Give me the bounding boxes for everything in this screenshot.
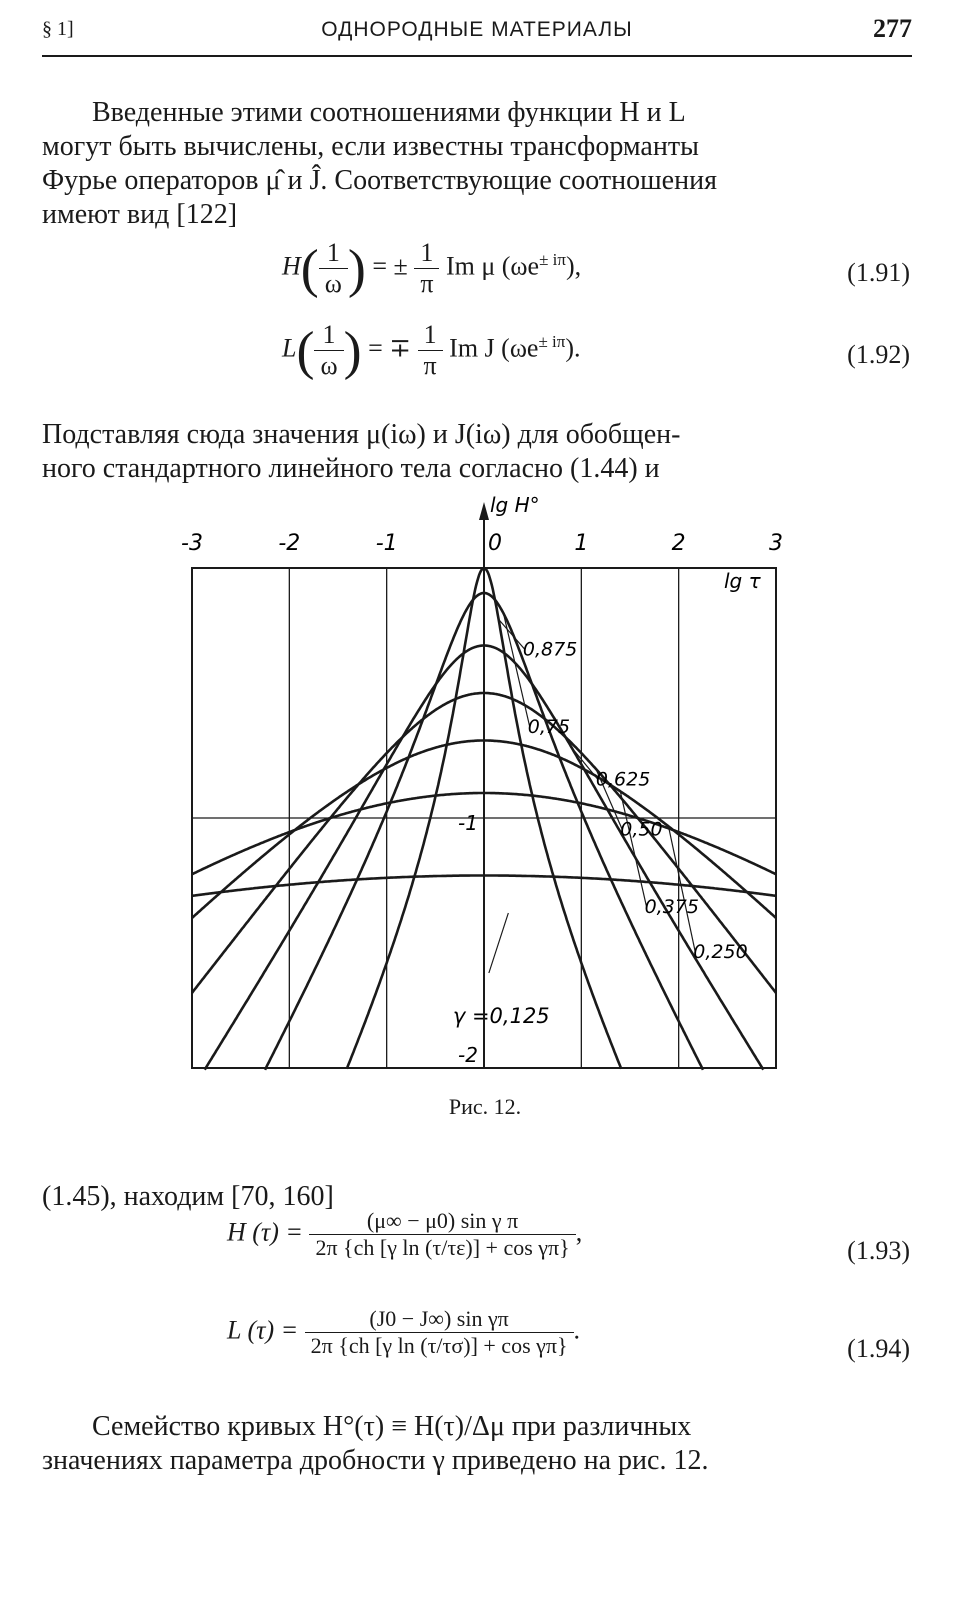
curve-label: 0,375 [644,896,700,918]
figure-12 [0,490,970,1090]
leader-line [669,828,695,952]
text-line: значениях параметра дробности γ приведено на рис. 12. [42,1445,709,1476]
figure-caption: Рис. 12. [448,1094,522,1119]
y-tick-label: -2 [458,1043,478,1067]
x-axis-label: lg τ [724,569,761,593]
equation-1-93: H (τ) = $\frac{\text{(μ∞ − μ0) sin γ π}}{\text{2π \{ch [γ ln (τ/τε)] + cos γπ\}}}$ , (1.93) [227,1208,910,1265]
equation-1-91: H( $\frac{1}{\omega}$ ) = ± $\frac{1}{\pi}$ Im μ $(\omega e^{\pm i\pi})$, (1.91) [282,238,910,299]
header-rule [42,55,912,57]
text-line: ного стандартного линейного тела согласно (1.44) и [42,453,660,484]
text-line: Фурье операторов μ̂ и Ĵ. Соответствующие соотношения [42,165,717,196]
x-tick-label: 2 [671,531,686,556]
page-header [42,12,912,48]
equation-1-92: L( $\frac{1}{\omega}$ ) = ∓ $\frac{1}{\pi}$ Im J $(\omega e^{\pm i\pi})$. (1.92) [282,320,910,381]
section-marker: § 1] [42,18,74,40]
x-tick-label: 3 [769,531,783,556]
x-tick-label: -1 [375,531,398,556]
text-line: могут быть вычислены, если известны трансформанты [42,131,699,162]
curve-label: 0,875 [522,638,578,661]
equation-1-94: L (τ) = $\frac{\text{(J0 − J∞) sin γπ}}{\text{2π \{ch [γ ln (τ/τσ)] + cos γπ\}}}$ . (1.94) [227,1306,910,1363]
text-line: имеют вид [122] [42,199,238,230]
x-tick-label: -2 [278,531,301,556]
running-title: ОДНОРОДНЫЕ МАТЕРИАЛЫ [321,18,633,41]
text-line: Введенные этими соотношениями функции H и L [92,97,686,128]
y-axis-label: lg H° [490,493,540,517]
curve-label: 0,50 [620,818,663,841]
y-tick-label: -1 [458,811,478,835]
x-tick-label: 1 [574,531,589,556]
axes [181,493,783,1068]
equation-number: (1.92) [847,340,910,369]
y-axis-arrow [479,502,489,520]
curve-label: 0,75 [527,716,571,738]
leader-line [620,791,646,907]
curve-label: 0,250 [693,941,748,963]
leader-line [489,913,508,973]
text-line: Подставляя сюда значения μ(iω) и J(iω) для обобщен- [42,419,681,450]
curve-label: 0,625 [595,768,651,791]
text-line: (1.45), находим [70, 160] [42,1181,334,1212]
page-number: 277 [873,14,912,43]
curve-label-gamma: γ =0,125 [452,1004,550,1028]
x-tick-label: 0 [488,531,502,556]
paragraph-4 [42,1410,910,1478]
x-tick-label: -3 [181,531,203,556]
paragraph-2 [42,418,910,486]
curve-labels [453,613,748,1028]
paragraph-1 [42,96,910,232]
equation-number: (1.94) [847,1334,910,1363]
text-line: Семейство кривых H°(τ) ≡ H(τ)/Δμ при различных [92,1411,692,1442]
equation-number: (1.91) [847,258,910,287]
equation-number: (1.93) [847,1236,910,1265]
